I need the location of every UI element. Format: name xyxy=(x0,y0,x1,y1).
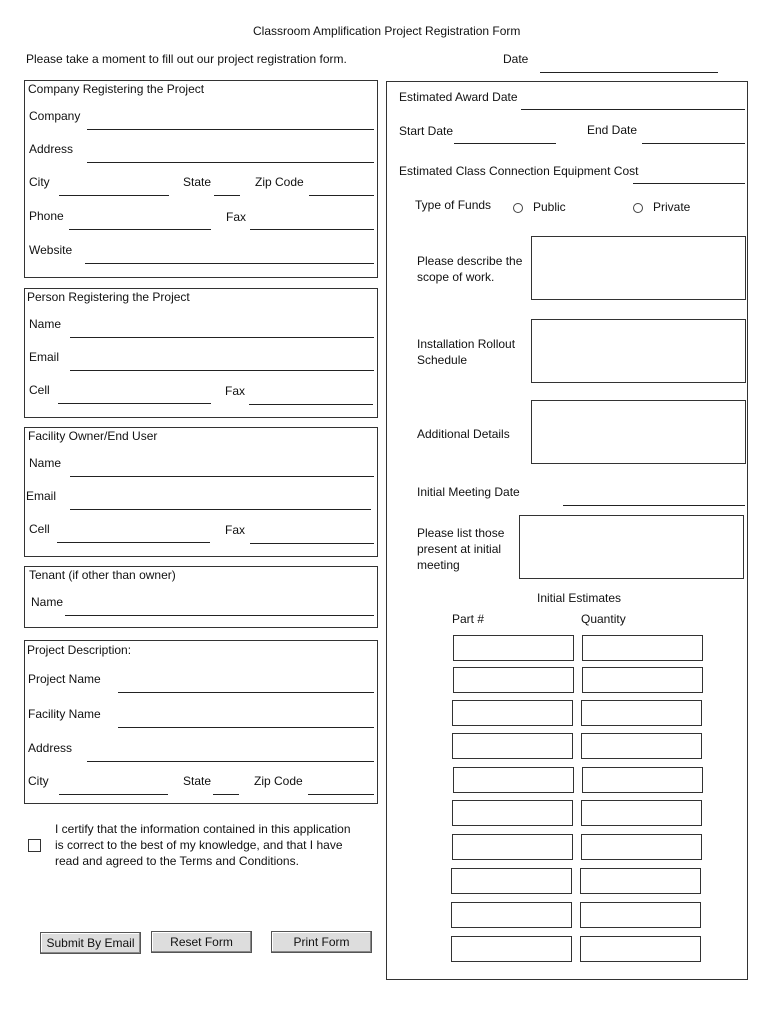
scope-label-line-1: Please describe the xyxy=(417,254,523,268)
company-phone-field[interactable] xyxy=(69,229,211,230)
rollout-label-line-1: Installation Rollout xyxy=(417,337,516,351)
company-website-label: Website xyxy=(29,243,73,257)
part-input[interactable] xyxy=(452,800,573,826)
quantity-input[interactable] xyxy=(581,834,702,860)
project-name-field[interactable] xyxy=(118,692,374,693)
quantity-input[interactable] xyxy=(582,767,703,793)
company-zip-label: Zip Code xyxy=(255,175,304,189)
quantity-input[interactable] xyxy=(582,667,703,693)
form-title: Classroom Amplification Project Registration Form xyxy=(253,24,521,38)
person-section-title: Person Registering the Project xyxy=(27,290,190,304)
certify-line-1: I certify that the information contained in this application xyxy=(55,822,351,836)
scope-of-work-textarea[interactable] xyxy=(531,236,746,300)
award-date-label: Estimated Award Date xyxy=(399,90,518,104)
start-date-field[interactable] xyxy=(454,143,556,144)
person-cell-label: Cell xyxy=(29,383,50,397)
additional-details-label: Additional Details xyxy=(417,427,510,441)
rollout-schedule-textarea[interactable] xyxy=(531,319,746,383)
quantity-input[interactable] xyxy=(581,800,702,826)
company-state-field[interactable] xyxy=(214,195,240,196)
quantity-input[interactable] xyxy=(580,868,701,894)
company-city-label: City xyxy=(29,175,50,189)
part-input[interactable] xyxy=(452,733,573,759)
tenant-section-title: Tenant (if other than owner) xyxy=(29,568,176,582)
quantity-column-header: Quantity xyxy=(581,612,626,626)
funds-label: Type of Funds xyxy=(415,198,492,212)
end-date-label: End Date xyxy=(587,123,638,137)
funds-public-label: Public xyxy=(533,200,566,214)
company-state-label: State xyxy=(183,175,212,189)
part-input[interactable] xyxy=(453,667,574,693)
facility-name-field[interactable] xyxy=(118,727,374,728)
attendees-textarea[interactable] xyxy=(519,515,744,579)
company-field[interactable] xyxy=(87,129,374,130)
project-section-title: Project Description: xyxy=(27,643,132,657)
project-city-field[interactable] xyxy=(59,794,168,795)
person-fax-field[interactable] xyxy=(249,404,373,405)
project-zip-field[interactable] xyxy=(308,794,374,795)
person-section xyxy=(24,288,378,418)
company-website-field[interactable] xyxy=(85,263,374,264)
project-address-label: Address xyxy=(28,741,73,755)
person-email-field[interactable] xyxy=(70,370,374,371)
person-name-label: Name xyxy=(29,317,62,331)
present-label-line-2: present at initial xyxy=(417,542,502,556)
project-state-field[interactable] xyxy=(213,794,239,795)
certify-line-2: is correct to the best of my knowledge, and that I have xyxy=(55,838,343,852)
estimates-title: Initial Estimates xyxy=(537,591,622,605)
owner-name-label: Name xyxy=(29,456,62,470)
equipment-cost-label: Estimated Class Connection Equipment Cost xyxy=(399,164,639,178)
part-input[interactable] xyxy=(451,936,572,962)
quantity-input[interactable] xyxy=(582,635,703,661)
quantity-input[interactable] xyxy=(580,902,701,928)
company-address-label: Address xyxy=(29,142,74,156)
part-input[interactable] xyxy=(452,834,573,860)
quantity-input[interactable] xyxy=(580,936,701,962)
certify-line-3: read and agreed to the Terms and Conditions. xyxy=(55,854,299,868)
owner-fax-label: Fax xyxy=(225,523,246,537)
quantity-input[interactable] xyxy=(581,700,702,726)
company-fax-label: Fax xyxy=(226,210,247,224)
funds-private-radio[interactable] xyxy=(633,203,643,213)
meeting-date-field[interactable] xyxy=(563,505,745,506)
person-email-label: Email xyxy=(29,350,60,364)
company-phone-label: Phone xyxy=(29,209,64,223)
funds-private-label: Private xyxy=(653,200,691,214)
part-input[interactable] xyxy=(451,902,572,928)
tenant-name-label: Name xyxy=(31,595,64,609)
person-name-field[interactable] xyxy=(70,337,374,338)
reset-form-button[interactable]: Reset Form xyxy=(151,931,252,953)
project-state-label: State xyxy=(183,774,212,788)
project-city-label: City xyxy=(28,774,49,788)
scope-label-line-2: scope of work. xyxy=(417,270,495,284)
company-section-title: Company Registering the Project xyxy=(28,82,205,96)
quantity-input[interactable] xyxy=(581,733,702,759)
owner-email-label: Email xyxy=(26,489,57,503)
certify-checkbox[interactable] xyxy=(28,839,41,852)
tenant-name-field[interactable] xyxy=(65,615,374,616)
print-form-button[interactable]: Print Form xyxy=(271,931,372,953)
start-date-label: Start Date xyxy=(399,124,454,138)
owner-fax-field[interactable] xyxy=(250,543,374,544)
part-input[interactable] xyxy=(453,635,574,661)
company-zip-field[interactable] xyxy=(309,195,374,196)
part-column-header: Part # xyxy=(452,612,485,626)
owner-section xyxy=(24,427,378,557)
intro-text: Please take a moment to fill out our project registration form. xyxy=(26,52,347,66)
date-field[interactable] xyxy=(540,72,718,73)
award-date-field[interactable] xyxy=(521,109,745,110)
company-address-field[interactable] xyxy=(87,162,374,163)
present-label-line-3: meeting xyxy=(417,558,460,572)
person-cell-field[interactable] xyxy=(58,403,211,404)
owner-cell-label: Cell xyxy=(29,522,50,536)
owner-email-field[interactable] xyxy=(70,509,371,510)
person-fax-label: Fax xyxy=(225,384,246,398)
part-input[interactable] xyxy=(452,700,573,726)
facility-name-label: Facility Name xyxy=(28,707,101,721)
part-input[interactable] xyxy=(453,767,574,793)
date-label: Date xyxy=(503,52,529,66)
rollout-label-line-2: Schedule xyxy=(417,353,468,367)
project-zip-label: Zip Code xyxy=(254,774,303,788)
meeting-date-label: Initial Meeting Date xyxy=(417,485,520,499)
owner-section-title: Facility Owner/End User xyxy=(28,429,158,443)
company-label: Company xyxy=(29,109,81,123)
owner-cell-field[interactable] xyxy=(57,542,210,543)
end-date-field[interactable] xyxy=(642,143,745,144)
submit-by-email-button[interactable]: Submit By Email xyxy=(40,932,141,954)
funds-public-radio[interactable] xyxy=(513,203,523,213)
company-city-field[interactable] xyxy=(59,195,169,196)
present-label-line-1: Please list those xyxy=(417,526,505,540)
equipment-cost-field[interactable] xyxy=(633,183,745,184)
part-input[interactable] xyxy=(451,868,572,894)
project-name-label: Project Name xyxy=(28,672,101,686)
additional-details-textarea[interactable] xyxy=(531,400,746,464)
project-address-field[interactable] xyxy=(87,761,374,762)
company-fax-field[interactable] xyxy=(250,229,374,230)
owner-name-field[interactable] xyxy=(70,476,374,477)
